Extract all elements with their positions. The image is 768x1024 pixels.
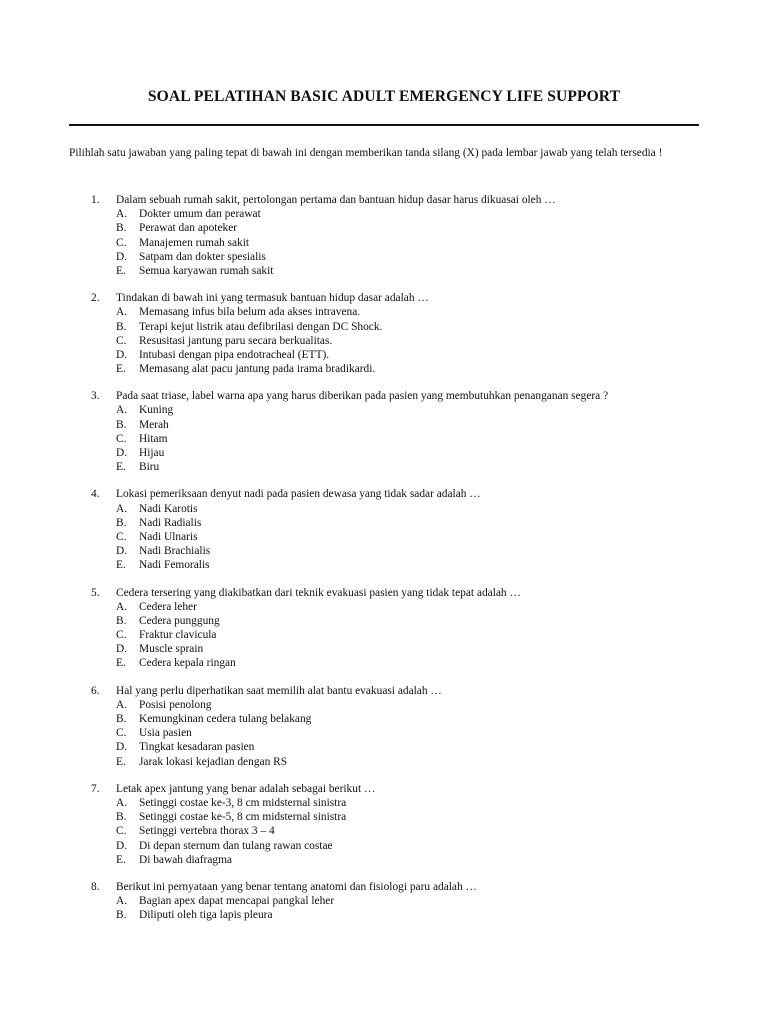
answer-option — [0, 348, 768, 362]
option-text: Manajemen rumah sakit — [139, 236, 250, 249]
answer-option — [0, 853, 768, 867]
option-letter: D. — [116, 741, 128, 754]
answer-option — [0, 264, 768, 278]
question-stem — [0, 684, 768, 698]
answer-option — [0, 236, 768, 250]
question-1 — [0, 193, 768, 278]
option-text: Memasang alat pacu jantung pada irama bradikardi. — [139, 363, 376, 376]
option-text: Setinggi costae ke-5, 8 cm midsternal sinistra — [139, 811, 347, 824]
option-letter: E. — [116, 264, 126, 277]
answer-option — [0, 403, 768, 417]
option-letter: B. — [116, 811, 127, 824]
question-2 — [0, 291, 768, 376]
answer-option — [0, 516, 768, 530]
option-text: Muscle sprain — [139, 643, 204, 656]
option-letter: A. — [116, 502, 128, 515]
option-letter: B. — [116, 516, 127, 529]
option-letter: B. — [116, 909, 127, 922]
option-text: Nadi Ulnaris — [139, 530, 198, 543]
answer-option — [0, 207, 768, 221]
question-3 — [0, 389, 768, 474]
answer-option — [0, 614, 768, 628]
answer-option — [0, 544, 768, 558]
question-stem — [0, 586, 768, 600]
option-text: Merah — [139, 418, 169, 431]
option-text: Semua karyawan rumah sakit — [139, 264, 274, 277]
answer-option — [0, 839, 768, 853]
answer-option — [0, 250, 768, 264]
question-7 — [0, 782, 768, 867]
option-letter: A. — [116, 796, 128, 809]
question-text: Tindakan di bawah ini yang termasuk bantuan hidup dasar adalah … — [116, 292, 429, 305]
option-text: Intubasi dengan pipa endotracheal (ETT). — [139, 348, 330, 361]
option-text: Dokter umum dan perawat — [139, 208, 261, 221]
option-letter: D. — [116, 348, 128, 361]
option-text: Kemungkinan cedera tulang belakang — [139, 713, 312, 725]
question-text: Berikut ini pernyataan yang benar tentang anatomi dan fisiologi paru adalah … — [116, 880, 477, 893]
option-letter: C. — [116, 432, 127, 445]
answer-option — [0, 502, 768, 516]
answer-option — [0, 530, 768, 544]
option-text: Nadi Karotis — [139, 502, 198, 515]
option-letter: A. — [116, 600, 128, 613]
answer-option — [0, 755, 768, 769]
option-text: Di depan sternum dan tulang rawan costae — [139, 839, 333, 852]
option-letter: A. — [116, 404, 128, 417]
question-text: Lokasi pemeriksaan denyut nadi pada pasien dewasa yang tidak sadar adalah … — [116, 488, 481, 501]
answer-option — [0, 698, 768, 712]
option-text: Setinggi vertebra thorax 3 – 4 — [139, 825, 275, 838]
answer-option — [0, 305, 768, 319]
option-text: Diliputi oleh tiga lapis pleura — [139, 909, 273, 922]
option-text: Nadi Brachialis — [139, 545, 211, 558]
option-text: Biru — [139, 461, 160, 474]
answer-option — [0, 460, 768, 474]
document-title: SOAL PELATIHAN BASIC ADULT EMERGENCY LIFE SUPPORT — [147, 88, 621, 105]
answer-option — [0, 362, 768, 376]
option-letter: B. — [116, 713, 127, 725]
option-text: Fraktur clavicula — [139, 629, 217, 642]
answer-option — [0, 628, 768, 642]
option-letter: B. — [116, 320, 127, 333]
question-text: Dalam sebuah rumah sakit, pertolongan pertama dan bantuan hidup dasar harus dikuasai oleh … — [116, 194, 556, 206]
question-number: 1. — [91, 194, 100, 206]
option-letter: E. — [116, 657, 126, 670]
option-letter: C. — [116, 530, 127, 543]
option-text: Kuning — [139, 404, 174, 417]
option-letter: A. — [116, 895, 128, 908]
option-text: Hitam — [139, 432, 168, 445]
option-letter: A. — [116, 698, 128, 711]
option-text: Posisi penolong — [139, 698, 212, 711]
question-stem — [0, 487, 768, 501]
answer-option — [0, 446, 768, 460]
option-letter: B. — [116, 614, 127, 627]
question-6 — [0, 684, 768, 769]
option-letter: B. — [116, 222, 127, 235]
option-letter: E. — [116, 853, 126, 866]
option-letter: C. — [116, 236, 127, 249]
option-letter: D. — [116, 545, 128, 558]
option-letter: C. — [116, 825, 127, 838]
question-list — [0, 193, 768, 935]
option-text: Satpam dan dokter spesialis — [139, 250, 266, 263]
answer-option — [0, 334, 768, 348]
option-letter: E. — [116, 559, 126, 572]
answer-option — [0, 418, 768, 432]
option-text: Di bawah diafragma — [139, 853, 232, 866]
option-text: Cedera leher — [139, 600, 197, 613]
answer-option — [0, 740, 768, 754]
option-text: Cedera punggung — [139, 614, 220, 627]
option-letter: D. — [116, 839, 128, 852]
option-text: Usia pasien — [139, 727, 192, 740]
answer-option — [0, 796, 768, 810]
instructions: Pilihlah satu jawaban yang paling tepat di bawah ini dengan memberikan tanda silang (X) pada lembar jawab yang telah tersedia ! — [69, 147, 663, 159]
option-letter: E. — [116, 755, 126, 768]
answer-option — [0, 810, 768, 824]
question-stem — [0, 193, 768, 207]
answer-option — [0, 320, 768, 334]
option-text: Cedera kepala ringan — [139, 657, 236, 670]
option-text: Bagian apex dapat mencapai pangkal leher — [139, 895, 335, 908]
question-text: Pada saat triase, label warna apa yang harus diberikan pada pasien yang membutuhkan penanganan segera ? — [116, 390, 609, 403]
option-text: Jarak lokasi kejadian dengan RS — [139, 755, 288, 768]
option-text: Setinggi costae ke-3, 8 cm midsternal sinistra — [139, 796, 347, 809]
option-text: Resusitasi jantung paru secara berkualitas. — [139, 334, 333, 347]
option-letter: C. — [116, 629, 127, 642]
answer-option — [0, 221, 768, 235]
question-stem — [0, 291, 768, 305]
answer-option — [0, 894, 768, 908]
question-number: 5. — [91, 586, 100, 599]
question-4 — [0, 487, 768, 572]
question-number: 3. — [91, 390, 100, 403]
answer-option — [0, 432, 768, 446]
option-letter: D. — [116, 643, 128, 656]
option-text: Memasang infus bila belum ada akses intravena. — [139, 306, 361, 319]
question-stem — [0, 782, 768, 796]
option-letter: C. — [116, 334, 127, 347]
question-number: 4. — [91, 488, 100, 501]
answer-option — [0, 558, 768, 572]
question-stem — [0, 880, 768, 894]
question-stem — [0, 389, 768, 403]
option-text: Nadi Radialis — [139, 516, 202, 529]
option-letter: D. — [116, 447, 128, 459]
answer-option — [0, 824, 768, 838]
option-text: Nadi Femoralis — [139, 559, 210, 572]
question-number: 7. — [91, 782, 100, 795]
answer-option — [0, 712, 768, 726]
answer-option — [0, 908, 768, 922]
answer-option — [0, 656, 768, 670]
question-5 — [0, 586, 768, 671]
answer-option — [0, 726, 768, 740]
question-text: Letak apex jantung yang benar adalah sebagai berikut … — [116, 782, 376, 795]
option-letter: C. — [116, 727, 127, 740]
option-letter: B. — [116, 418, 127, 431]
question-text: Cedera tersering yang diakibatkan dari teknik evakuasi pasien yang tidak tepat adalah … — [116, 586, 521, 599]
answer-option — [0, 600, 768, 614]
question-text: Hal yang perlu diperhatikan saat memilih alat bantu evakuasi adalah … — [116, 684, 442, 697]
question-number: 8. — [91, 880, 100, 893]
option-text: Terapi kejut listrik atau defibrilasi dengan DC Shock. — [139, 320, 383, 333]
question-8 — [0, 880, 768, 923]
option-letter: D. — [116, 250, 128, 263]
option-letter: E. — [116, 461, 126, 474]
option-letter: A. — [116, 208, 128, 221]
option-letter: E. — [116, 363, 126, 376]
title-divider — [69, 124, 699, 126]
question-number: 2. — [91, 292, 100, 305]
option-letter: A. — [116, 306, 128, 319]
answer-option — [0, 642, 768, 656]
option-text: Perawat dan apoteker — [139, 222, 238, 235]
question-number: 6. — [91, 684, 100, 697]
option-text: Hijau — [139, 447, 165, 459]
option-text: Tingkat kesadaran pasien — [139, 741, 255, 754]
